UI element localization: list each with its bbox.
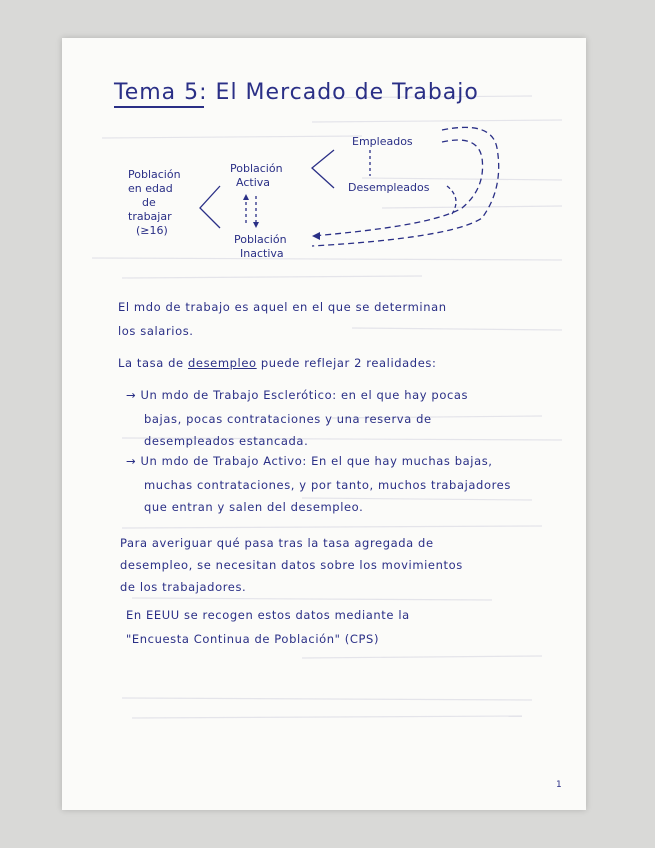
arrowhead-inactiva — [312, 232, 320, 240]
label-poblacion-edad-trabajar: Población en edad de trabajar (≥16) — [128, 168, 181, 237]
paragraph-1-line-1: El mdo de trabajo es aquel en el que se determinan — [118, 300, 447, 314]
paragraph-4-line-2: "Encuesta Continua de Población" (CPS) — [126, 632, 380, 646]
label-poblacion-inactiva: Población Inactiva — [234, 233, 287, 260]
paragraph-1-line-2: los salarios. — [118, 324, 194, 338]
page-title: Tema 5: El Mercado de Trabajo — [114, 80, 479, 105]
label-poblacion-activa: Población Activa — [230, 162, 283, 189]
page-number: 1 — [556, 780, 562, 790]
bullet-2-line-3: que entran y salen del desempleo. — [144, 500, 364, 514]
arrowhead-down — [253, 222, 259, 228]
bracket-left — [200, 186, 220, 228]
paragraph-3-line-2: desempleo, se necesitan datos sobre los movimientos — [120, 558, 463, 572]
dash-desemp-loop — [447, 186, 456, 214]
bullet-2-line-1: → Un mdo de Trabajo Activo: En el que hay muchas bajas, — [126, 454, 493, 468]
label-desempleados: Desempleados — [348, 181, 430, 194]
bullet-2-line-2: muchas contrataciones, y por tanto, muchos trabajadores — [144, 478, 511, 492]
bullet-1-line-1: → Un mdo de Trabajo Esclerótico: en el que hay pocas — [126, 388, 469, 402]
bracket-right — [312, 150, 334, 188]
paragraph-4-line-1: En EEUU se recogen estos datos mediante la — [126, 608, 410, 622]
arrowhead-up — [243, 194, 249, 200]
dash-loop-inner — [312, 140, 483, 236]
bullet-1-line-2: bajas, pocas contrataciones y una reserva de — [144, 412, 432, 426]
label-empleados: Empleados — [352, 135, 413, 148]
bullet-1-line-3: desempleados estancada. — [144, 434, 309, 448]
paragraph-3-line-1: Para averiguar qué pasa tras la tasa agregada de — [120, 536, 434, 550]
paragraph-2: La tasa de desempleo puede reflejar 2 realidades: — [118, 356, 437, 370]
paragraph-3-line-3: de los trabajadores. — [120, 580, 247, 594]
dash-loop-outer — [312, 127, 499, 246]
notebook-page — [62, 38, 586, 810]
